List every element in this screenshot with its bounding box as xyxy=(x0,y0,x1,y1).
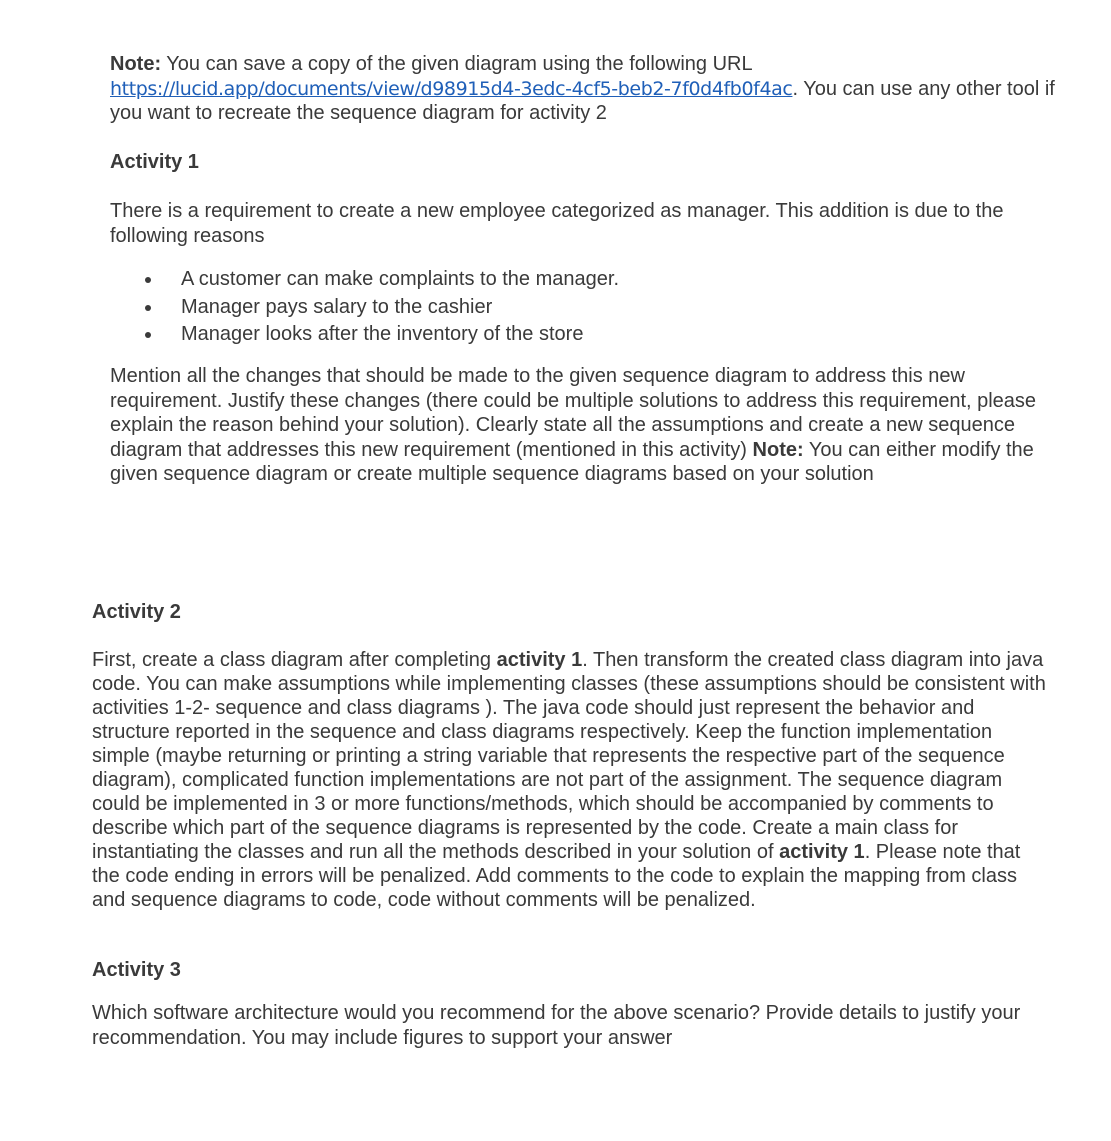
activity-3-heading: Activity 3 xyxy=(92,959,181,981)
list-item-text: A customer can make complaints to the manager. xyxy=(181,268,619,290)
activity-1-body xyxy=(110,364,1070,487)
activity-1-body-text: Mention all the changes that should be made to the given sequence diagram to address this new requirement. Justify these changes (there could be multiple solutions to address this requirement, please explain the reason behind your solution). Clearly state all the assumptions and create a new sequence diagram that addresses this new requirement (mentioned in this activity) xyxy=(110,365,1037,461)
bullet-icon xyxy=(145,277,151,283)
activity-3-body: Which software architecture would you recommend for the above scenario? Provide details to justify your recommendation. You may include figures to support your answer xyxy=(92,1002,1021,1049)
list-item-text: Manager pays salary to the cashier xyxy=(181,295,493,318)
note-paragraph xyxy=(110,52,1070,126)
activity-2-heading: Activity 2 xyxy=(92,601,181,623)
activity-2-text-2: . Then transform the created class diagram into java code. You can make assumptions while implementing classes (these assumptions should be consistent with activities 1-2- sequence and class diagrams ). The java code should just represent the behavior and structure reported in the sequence and class diagrams respectively. Keep the function implementation simple (maybe returning or printing a string variable that represents the respective part of the sequence diagram), complicated function implementations are not part of the assignment. The sequence diagram could be implemented in 3 or more functions/methods, which should be accompanied by comments to describe which part of the sequence diagrams is represented by the code. Create a main class for instantiating the classes and run all the methods described in your solution of xyxy=(92,649,1046,863)
activity-1-intro: There is a requirement to create a new employee categorized as manager. This addition is due to the following reasons xyxy=(110,200,1004,247)
diagram-url-link[interactable]: https://lucid.app/documents/view/d98915d4-3edc-4cf5-beb2-7f0d4fb0f4ac xyxy=(110,77,793,100)
activity-2-text-1: First, create a class diagram after completing xyxy=(92,649,497,671)
activity-1-note-label: Note: xyxy=(752,438,804,461)
activity-2-bold-2: activity 1 xyxy=(779,841,865,863)
list-item xyxy=(140,294,619,322)
bullet-icon xyxy=(145,332,151,338)
activity-2-body xyxy=(92,648,1052,912)
list-item xyxy=(140,266,619,294)
activity-2-text-3: . Please note that the code ending in errors will be penalized. Add comments to the code to explain the mapping from class and sequence diagrams to code, code without comments will be penalized. xyxy=(92,841,1021,911)
note-label: Note: xyxy=(110,53,162,75)
list-item-text: Manager looks after the inventory of the store xyxy=(181,323,584,345)
note-text-2: . You can use any other tool if you want to recreate the sequence diagram for activity 2 xyxy=(110,77,1055,124)
bullet-icon xyxy=(145,305,151,311)
activity-1-note-text: You can either modify the given sequence diagram or create multiple sequence diagrams based on your solution xyxy=(110,438,1034,485)
list-item xyxy=(140,321,619,349)
activity-1-reasons-list xyxy=(140,266,619,349)
activity-1-heading: Activity 1 xyxy=(110,151,199,173)
note-text-1: You can save a copy of the given diagram using the following URL xyxy=(161,53,753,75)
activity-2-bold-1: activity 1 xyxy=(496,649,583,671)
